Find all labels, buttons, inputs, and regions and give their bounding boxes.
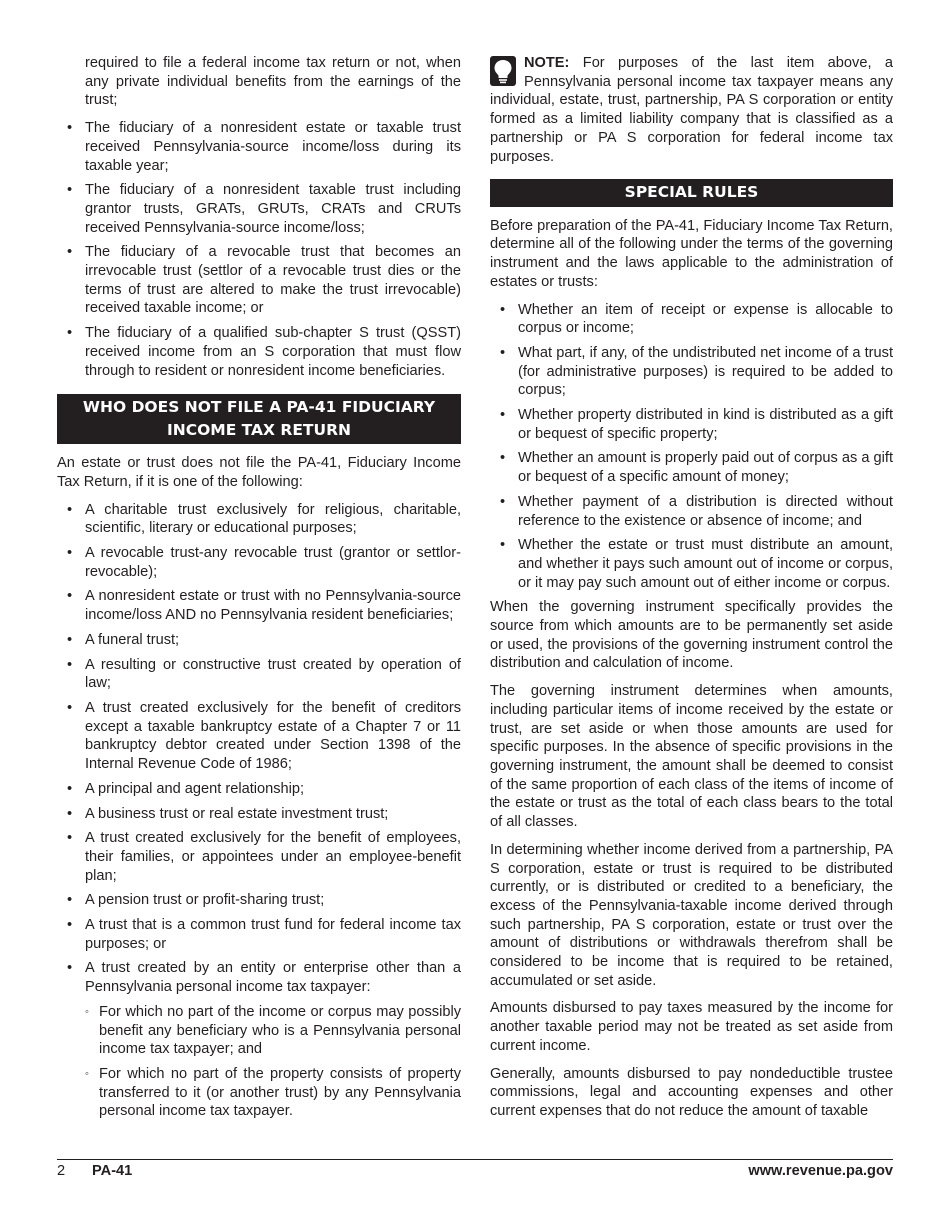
heading-line: WHO DOES NOT FILE A PA-41 FIDUCIARY [82,398,436,417]
special-rules-list [490,301,893,593]
heading-line: INCOME TAX RETURN [166,420,351,439]
intro-continuation: required to file a federal income tax return or not, when any private individual benefits from the earnings of the trust; [85,55,461,109]
right-column [490,54,893,1130]
form-name: PA-41 [92,1163,133,1179]
sub-list [85,1003,461,1121]
note-paragraph [490,54,893,166]
section-heading-special-rules: SPECIAL RULES [490,179,893,207]
list-item: • A trust created exclusively for the benefit of employees, their families, or appointees under an employee-benefit plan; [57,829,461,885]
list-item: • Whether property distributed in kind is distributed as a gift or bequest of specific property; [490,406,893,443]
list-item: • A principal and agent relationship; [57,780,461,799]
sub-list-item: ◦ For which no part of the property consists of property transferred to it (or another trust) by any Pennsylvania personal income tax taxpayer. [85,1065,461,1121]
list-item: • The fiduciary of a nonresident taxable trust including grantor trusts, GRATs, GRUTs, CRATs and CRUTs received Pennsylvania-source income/loss; [57,181,461,237]
body-paragraph: Amounts disbursed to pay taxes measured by the income for another taxable period may not be treated as set aside from current income. [490,1000,893,1054]
list-item: • Whether an amount is properly paid out of corpus as a gift or bequest of a specific amount of money; [490,449,893,486]
list-item: • A business trust or real estate investment trust; [57,805,461,824]
note-label: NOTE: [524,55,570,71]
list-item: • A trust that is a common trust fund for federal income tax purposes; or [57,916,461,953]
list-item: • Whether an item of receipt or expense is allocable to corpus or income; [490,301,893,338]
not-file-intro: An estate or trust does not file the PA-41, Fiduciary Income Tax Return, if it is one of the following: [57,455,461,490]
list-item: • A revocable trust-any revocable trust (grantor or settlor-revocable); [57,544,461,581]
website-link[interactable]: www.revenue.pa.gov [748,1163,893,1179]
special-rules-intro: Before preparation of the PA-41, Fiduciary Income Tax Return, determine all of the following under the terms of the governing instrument and the laws applicable to the administration of estates or trusts: [490,217,893,290]
section-heading-who-does-not-file [57,394,461,444]
sub-list-item: ◦ For which no part of the income or corpus may possibly benefit any beneficiary who is a Pennsylvania personal income tax taxpayer; and [85,1003,461,1059]
footer-divider [57,1159,893,1160]
list-item: • Whether payment of a distribution is directed without reference to the existence or absence of income; and [490,493,893,530]
body-paragraph: When the governing instrument specifically provides the source from which amounts are to be permanently set aside or used, the provisions of the governing instrument control the distribution and calculation of income. [490,599,893,672]
list-item: • A resulting or constructive trust created by operation of law; [57,656,461,693]
list-item: • The fiduciary of a revocable trust that becomes an irrevocable trust (settlor of a revocable trust dies or the terms of trust are altered to make the trust irrevocable) received taxable income; or [57,243,461,318]
body-paragraph: The governing instrument determines when amounts, including particular items of income received by the estate or trust, are set aside or when those amounts are used for specific purposes. In the absence of specific provisions in the governing instrument, the amount shall be deemed to consist of the same proportion of each class of the items of income of the estate or trust as the total of each class bears to the total of all classes. [490,683,893,831]
list-item: • A pension trust or profit-sharing trust; [57,891,461,910]
list-item: • A trust created exclusively for the benefit of creditors except a taxable bankruptcy estate of a Chapter 7 or 11 bankruptcy debtor created under Section 1398 of the Internal Revenue Code of 1986; [57,699,461,774]
list-item: • The fiduciary of a nonresident estate or taxable trust received Pennsylvania-source income/loss during its taxable year; [57,119,461,175]
list-item: • A charitable trust exclusively for religious, charitable, scientific, literary or educational purposes; [57,501,461,538]
not-file-list [57,501,461,997]
list-item: • A trust created by an entity or enterprise other than a Pennsylvania personal income tax taxpayer: [57,959,461,996]
lightbulb-icon [490,56,516,86]
list-item: • Whether the estate or trust must distribute an amount, and whether it pays such amount out of income or corpus, or it may pay such amount out of either income or corpus. [490,536,893,592]
filing-requirements-list [57,119,461,380]
body-paragraph: Generally, amounts disbursed to pay nondeductible trustee commissions, legal and accounting expenses and other current expenses that do not reduce the amount of taxable [490,1065,893,1119]
page-number: 2 [57,1163,66,1179]
note-text: For purposes of the last item above, a Pennsylvania personal income tax taxpayer means any individual, estate, trust, partnership, PA S corporation or entity formed as a limited liability company that is classified as a partnership or PA S corporation for federal income tax purposes. [490,55,893,165]
list-item: • The fiduciary of a qualified sub-chapter S trust (QSST) received income from an S corporation that must flow through to resident or nonresident income beneficiaries. [57,324,461,380]
list-item: • A nonresident estate or trust with no Pennsylvania-source income/loss AND no Pennsylvania resident beneficiaries; [57,587,461,624]
list-item: • A funeral trust; [57,631,461,650]
left-column [57,54,461,1127]
body-paragraph: In determining whether income derived from a partnership, PA S corporation, estate or trust is required to be distributed currently, or is distributed or credited to a beneficiary, the excess of the Pennsylvania-taxable income derived through such partnership, PA S corporation, estate or trust over the amount of distributions or withdrawals therefrom shall be considered to be income that is required to be retained, accumulated or set aside. [490,841,893,989]
list-item: • What part, if any, of the undistributed net income of a trust (for administrative purposes) is required to be added to corpus; [490,344,893,400]
